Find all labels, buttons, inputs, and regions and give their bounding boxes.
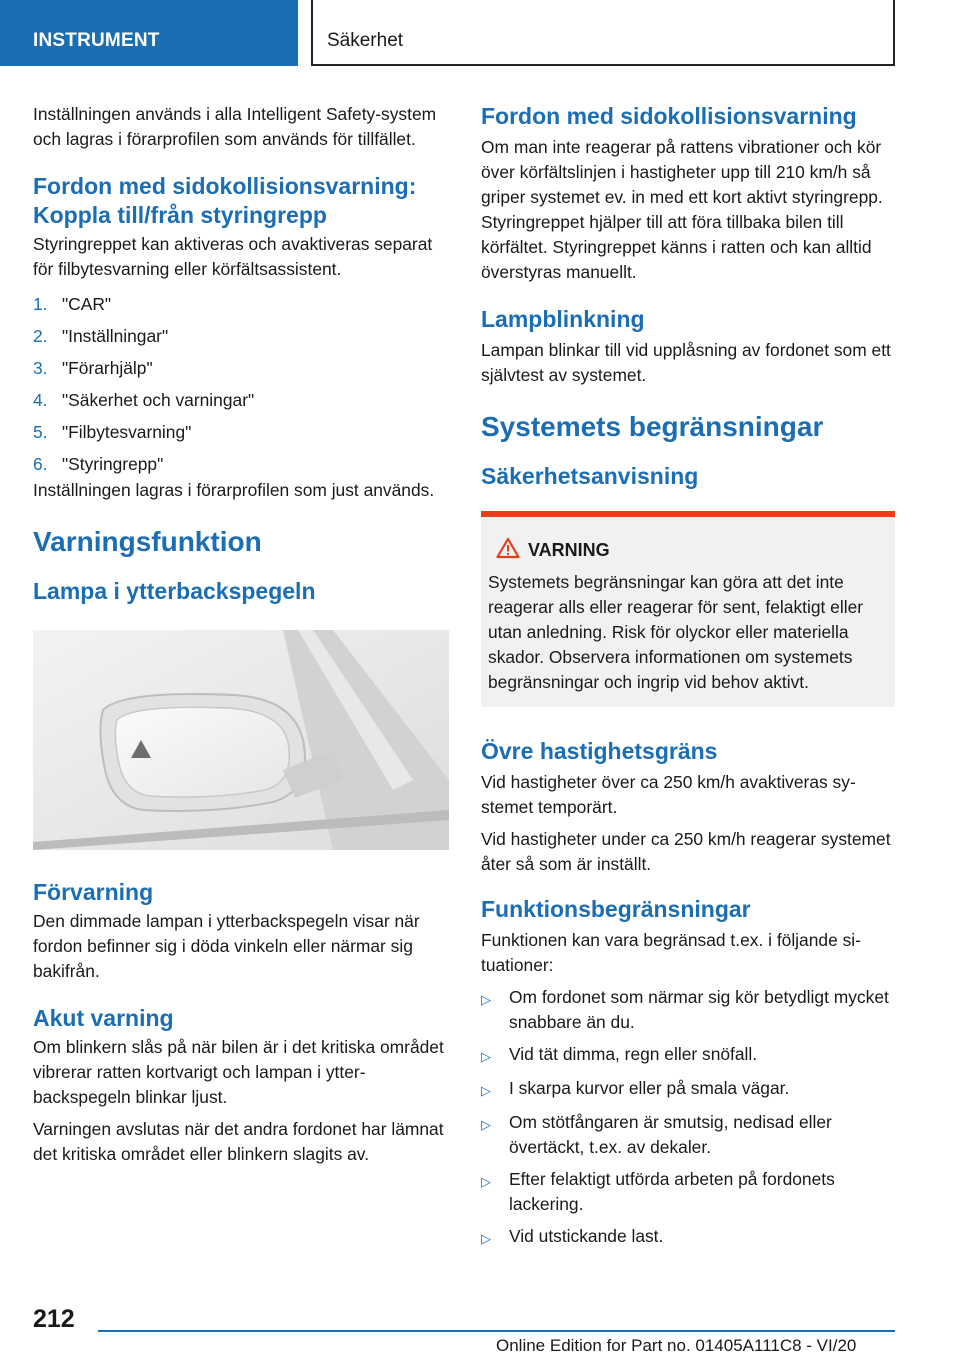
footer-divider bbox=[98, 1330, 895, 1332]
after-steps-paragraph: Inställningen lagras i förarprofilen som just används. bbox=[33, 480, 435, 500]
acute-paragraph-1: Om blinkern slås på när bilen är i det kritiska området vibrerar ratten kortvarigt och lampan i ytterbackspegeln blinkar ljust. bbox=[33, 1037, 444, 1107]
list-item: ▷ Vid utstickande last. bbox=[481, 1224, 895, 1251]
coupling-paragraph: Styringreppet kan aktiveras och avaktiveras separat för filbytesvarning eller körfältsassistent. bbox=[33, 234, 433, 279]
heading-lamp-flash: Lampblinkning bbox=[481, 306, 645, 332]
heading-upper-speed: Övre hastighetsgräns bbox=[481, 738, 718, 764]
heading-mirror-lamp: Lampa i ytterbackspegeln bbox=[33, 578, 316, 604]
heading-system-limits: Systemets begränsningar bbox=[481, 411, 824, 442]
step-item: 5. "Filbytesvarning" bbox=[33, 422, 192, 442]
side-collision-paragraph: Om man inte reagerar på rattens vibrationer och kör över körfältslinjen i hastigheter upp till 210 km/h så griper systemet ev. in med ett kort aktivt styringrepp. Styringreppet hjälper till att föra tillbaka bilen till körfältet. Styringreppet känns i ratten och kan alltid överstyras manuellt. bbox=[481, 137, 883, 282]
footer-edition: Online Edition for Part no. 01405A111C8 - VI/20 bbox=[496, 1336, 857, 1355]
list-item: ▷ Om fordonet som närmar sig kör betydligt mycket snabbare än du. bbox=[481, 985, 895, 1035]
bullet-triangle-icon: ▷ bbox=[481, 1174, 491, 1189]
side-mirror-image bbox=[33, 630, 449, 850]
lamp-flash-paragraph: Lampan blinkar till vid upplåsning av fordonet som ett självtest av systemet. bbox=[481, 340, 891, 385]
left-column bbox=[33, 102, 451, 1174]
heading-acute-warning: Akut varning bbox=[33, 1005, 174, 1031]
intro-paragraph: Inställningen används i alla Intelligent Safety-system och lagras i förarprofilen som används för tillfället. bbox=[33, 104, 437, 149]
step-item: 6. "Styringrepp" bbox=[33, 454, 164, 474]
warning-header bbox=[488, 537, 888, 564]
bullet-triangle-icon: ▷ bbox=[481, 1049, 491, 1064]
prewarning-paragraph: Den dimmade lampan i ytterbackspegeln visar när fordon befinner sig i döda vinkeln eller närmar sig bakifrån. bbox=[33, 911, 420, 981]
warning-text: Systemets begränsningar kan göra att det inte reagerar alls eller reagerar för sent, felaktigt eller utan anledning. Risk för olyckor eller materiella skador. Observera informationen om systemets begränsningar och ingrip vid behov aktivt. bbox=[488, 572, 864, 692]
settings-steps bbox=[33, 292, 451, 478]
heading-safety-note: Säkerhetsanvisning bbox=[481, 463, 699, 489]
step-item: 2. "Inställningar" bbox=[33, 326, 169, 346]
step-item: 3. "Förarhjälp" bbox=[33, 358, 153, 378]
right-column bbox=[481, 102, 895, 1258]
heading-steering-coupling: Fordon med sidokollisionsvarning: Koppla till/från styringrepp bbox=[33, 173, 417, 228]
page-number: 212 bbox=[33, 1305, 75, 1333]
list-item: ▷ I skarpa kurvor eller på smala vägar. bbox=[481, 1076, 895, 1103]
bullet-triangle-icon: ▷ bbox=[481, 1083, 491, 1098]
upper-speed-paragraph-1: Vid hastigheter över ca 250 km/h avaktiveras systemet temporärt. bbox=[481, 772, 856, 817]
warning-triangle-icon bbox=[488, 537, 528, 564]
warning-box bbox=[481, 511, 895, 707]
section-tab: INSTRUMENT bbox=[0, 0, 298, 66]
step-item: 1. "CAR" bbox=[33, 294, 112, 314]
limitations-list bbox=[481, 985, 895, 1251]
step-item: 4. "Säkerhet och varningar" bbox=[33, 390, 255, 410]
heading-function-limits: Funktionsbegränsningar bbox=[481, 896, 751, 922]
list-item: ▷ Vid tät dimma, regn eller snöfall. bbox=[481, 1042, 895, 1069]
mirror-illustration bbox=[33, 630, 449, 850]
heading-side-collision: Fordon med sidokollisionsvarning bbox=[481, 103, 857, 129]
heading-warning-function: Varningsfunktion bbox=[33, 526, 262, 557]
bullet-triangle-icon: ▷ bbox=[481, 1117, 491, 1132]
warning-title: VARNING bbox=[528, 540, 610, 560]
heading-prewarning: Förvarning bbox=[33, 879, 154, 905]
bullet-triangle-icon: ▷ bbox=[481, 1231, 491, 1246]
upper-speed-paragraph-2: Vid hastigheter under ca 250 km/h reagerar systemet åter så som är inställt. bbox=[481, 829, 891, 874]
page-title: Säkerhet bbox=[327, 30, 404, 51]
acute-paragraph-2: Varningen avslutas när det andra fordonet har lämnat det kritiska området eller blinkern slagits av. bbox=[33, 1119, 444, 1164]
bullet-triangle-icon: ▷ bbox=[481, 992, 491, 1007]
list-item: ▷ Om stötfångaren är smutsig, nedisad eller övertäckt, t.ex. av dekaler. bbox=[481, 1110, 895, 1160]
function-limits-paragraph: Funktionen kan vara begränsad t.ex. i följande situationer: bbox=[481, 930, 861, 975]
list-item: ▷ Efter felaktigt utförda arbeten på fordonets lackering. bbox=[481, 1167, 895, 1217]
header-title-box bbox=[311, 0, 895, 66]
